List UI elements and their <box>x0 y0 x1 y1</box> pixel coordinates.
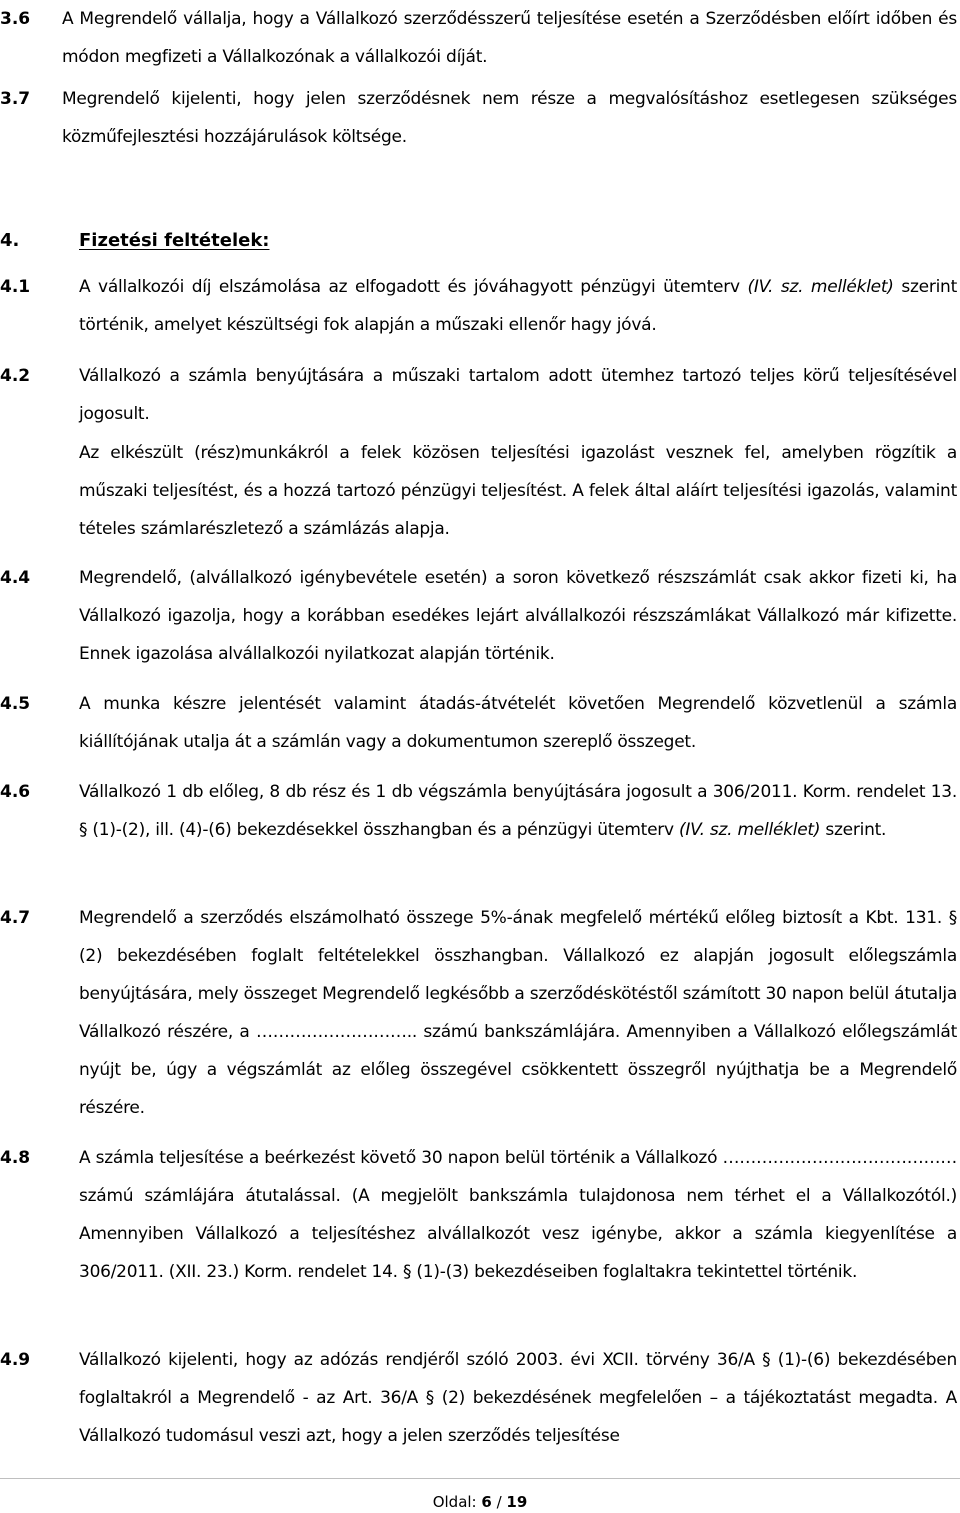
page-footer <box>0 1492 960 1512</box>
page-label: Oldal: <box>432 1493 482 1511</box>
section-title: Fizetési feltételek: <box>79 230 270 251</box>
paragraph-number: 4.2 <box>0 366 31 386</box>
paragraph-text: Vállalkozó a számla benyújtására a műszaki tartalom adott ütemhez tartozó teljes körű teljesítésével jogosult. <box>79 366 957 424</box>
paragraph-text: Vállalkozó 1 db előleg, 8 db rész és 1 db végszámla benyújtására jogosult a 306/2011. Korm. rendelet 13. § (1)-(2), ill. (4)-(6) bekezdésekkel összhangban és a pénzügyi ütemterv (IV. sz. melléklet) szerint. <box>79 782 957 840</box>
page-separator: / <box>491 1493 507 1511</box>
paragraph-number: 3.6 <box>0 9 31 29</box>
paragraph-text: Vállalkozó kijelenti, hogy az adózás rendjéről szóló 2003. évi XCII. törvény 36/A § (1)-(6) bekezdésében foglaltakról a Megrendelő - az Art. 36/A § (2) bekezdésének megfelelően – a tájékoztatást megadta. A Vállalkozó tudomásul veszi azt, hogy a jelen szerződés teljesítése <box>79 1350 957 1446</box>
paragraph-text: A munka készre jelentését valamint átadás-átvételét követően Megrendelő közvetlenül a számla kiállítójának utalja át a számlán vagy a dokumentumon szereplő összeget. <box>79 694 957 752</box>
page-total: 19 <box>506 1493 528 1511</box>
paragraph-number: 4.6 <box>0 782 31 802</box>
paragraph-number: 4.7 <box>0 908 31 928</box>
paragraph-number: 4.5 <box>0 694 31 714</box>
paragraph-text: A Megrendelő vállalja, hogy a Vállalkozó szerződésszerű teljesítése esetén a Szerződésben előírt időben és módon megfizeti a Vállalkozónak a vállalkozói díját. <box>62 9 957 67</box>
annex-reference: (IV. sz. melléklet) <box>747 277 894 297</box>
paragraph-text: A vállalkozói díj elszámolása az elfogadott és jóváhagyott pénzügyi ütemterv (IV. sz. melléklet) szerint történik, amelyet készültségi fok alapján a műszaki ellenőr hagy jóvá. <box>79 277 957 335</box>
paragraph-number: 4.1 <box>0 277 31 297</box>
paragraph-number: 4.4 <box>0 568 31 588</box>
section-heading <box>0 222 270 260</box>
section-number: 4. <box>0 230 20 251</box>
paragraph-text: Az elkészült (rész)munkákról a felek közösen teljesítési igazolást vesznek fel, amelyben rögzítik a műszaki teljesítést, és a hozzá tartozó pénzügyi teljesítést. A felek által aláírt teljesítési igazolás, valamint tételes számlarészletező a számlázás alapja. <box>79 443 957 539</box>
paragraph-number: 4.8 <box>0 1148 31 1168</box>
paragraph-number: 4.9 <box>0 1350 31 1370</box>
paragraph-text: Megrendelő a szerződés elszámolható összege 5%-ának megfelelő mértékű előleg biztosít a Kbt. 131. § (2) bekezdésében foglalt feltételekkel összhangban. Vállalkozó ez alapján jogosult előlegszámla benyújtására, mely összeget Megrendelő legkésőbb a szerződéskötéstől számított 30 napon belül átutalja Vállalkozó részére, a ……………………….. számú bankszámlájára. Amennyiben a Vállalkozó előlegszámlát nyújt be, úgy a végszámlát az előleg összegével csökkentett összegről nyújthatja be a Megrendelő részére. <box>79 908 957 1118</box>
paragraph-text: A számla teljesítése a beérkezést követő 30 napon belül történik a Vállalkozó …………………………………… számú számlájára átutalással. (A megjelölt bankszámla tulajdonosa nem térhet el a Vállalkozótól.) Amennyiben Vállalkozó a teljesítéshez alvállalkozót vesz igénybe, akkor a számla kiegyenlítése a 306/2011. (XII. 23.) Korm. rendelet 14. § (1)-(3) bekezdéseiben foglaltakra tekintettel történik. <box>79 1148 957 1282</box>
paragraph-text: Megrendelő kijelenti, hogy jelen szerződésnek nem része a megvalósításhoz esetlegesen szükséges közműfejlesztési hozzájárulások költsége. <box>62 89 957 147</box>
paragraph-number: 3.7 <box>0 89 31 109</box>
paragraph-text: Megrendelő, (alvállalkozó igénybevétele esetén) a soron következő részszámlát csak akkor fizeti ki, ha Vállalkozó igazolja, hogy a korábban esedékes lejárt alvállalkozói részszámlákat Vállalkozó már kifizette. Ennek igazolása alvállalkozói nyilatkozat alapján történik. <box>79 568 957 664</box>
page-current: 6 <box>481 1493 492 1511</box>
annex-reference: (IV. sz. melléklet) <box>679 820 821 840</box>
footer-divider <box>0 1478 960 1479</box>
